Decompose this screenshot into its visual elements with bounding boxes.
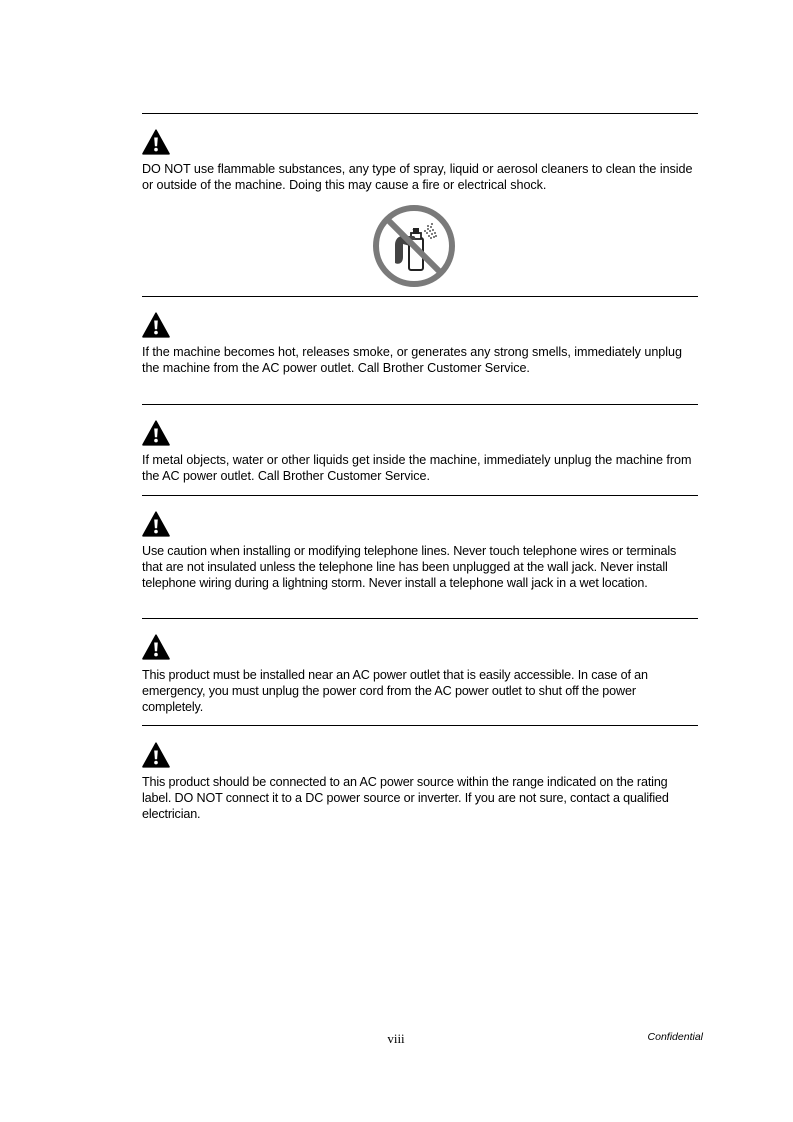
warning-text: This product should be connected to an AC power source within the range indicated on the rating label. DO NOT connect it to a DC power source or inverter. If you are not sure, contact a qualified electrician. bbox=[142, 775, 669, 821]
warning-text: If metal objects, water or other liquids get inside the machine, immediately unplug the machine from the AC power outlet. Call Brother Customer Service. bbox=[142, 453, 692, 483]
warning-text: DO NOT use flammable substances, any type of spray, liquid or aerosol cleaners to clean the inside or outside of the machine. Doing this may cause a fire or electrical shock. bbox=[142, 162, 693, 192]
no-spray-cleaner-icon bbox=[373, 205, 455, 287]
warning-text: If the machine becomes hot, releases smoke, or generates any strong smells, immediately unplug the machine from the AC power outlet. Call Brother Customer Service. bbox=[142, 345, 682, 375]
warning-triangle-icon bbox=[142, 129, 170, 155]
section-divider bbox=[142, 404, 698, 405]
section-divider bbox=[142, 495, 698, 496]
section-divider bbox=[142, 113, 698, 114]
section-divider bbox=[142, 725, 698, 726]
warning-triangle-icon bbox=[142, 742, 170, 768]
warning-text: This product must be installed near an AC power outlet that is easily accessible. In case of an emergency, you must unplug the power cord from the AC power outlet to shut off the power completely. bbox=[142, 668, 648, 714]
confidential-label: Confidential bbox=[647, 1031, 703, 1043]
warning-triangle-icon bbox=[142, 511, 170, 537]
warning-triangle-icon bbox=[142, 420, 170, 446]
warning-triangle-icon bbox=[142, 634, 170, 660]
section-divider bbox=[142, 296, 698, 297]
section-divider bbox=[142, 618, 698, 619]
warning-text: Use caution when installing or modifying telephone lines. Never touch telephone wires or terminals that are not insulated unless the telephone line has been unplugged at the wall jack. Never install telephone wiring during a lightning storm. Never install a telephone wall jack in a wet location. bbox=[142, 544, 677, 590]
warning-triangle-icon bbox=[142, 312, 170, 338]
page-number: viii bbox=[387, 1031, 405, 1046]
